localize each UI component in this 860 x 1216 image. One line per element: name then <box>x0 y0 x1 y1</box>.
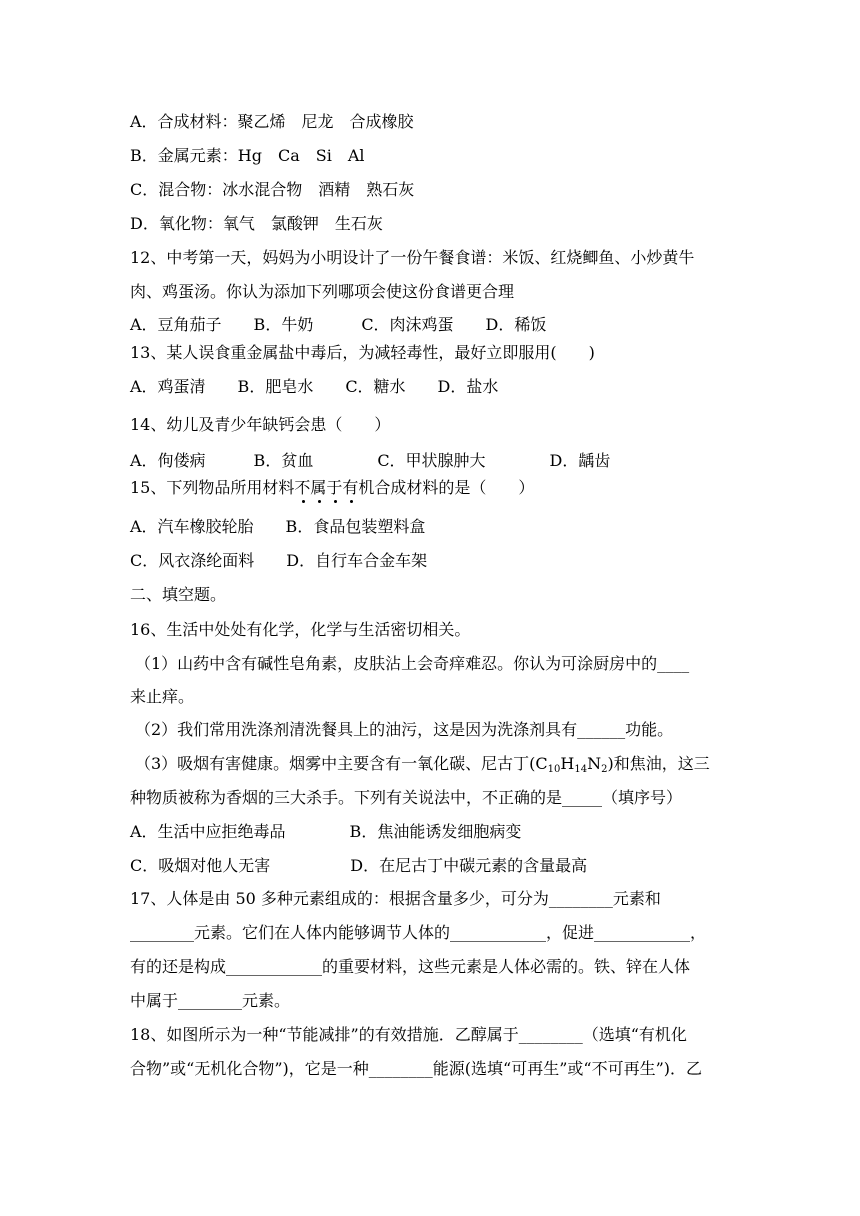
q16-options-cd: C．吸烟对他人无害 D．在尼古丁中碳元素的含量最高 <box>130 856 588 875</box>
q17-line-1: 17、人体是由 50 多种元素组成的：根据含量多少，可分为________元素和 <box>130 889 661 908</box>
q16-stem: 16、生活中处处有化学，化学与生活密切相关。 <box>130 620 471 639</box>
q14-stem: 14、幼儿及青少年缺钙会患（ ） <box>130 415 391 434</box>
q17-line-4: 中属于________元素。 <box>130 991 291 1010</box>
q16-part3-line-1: （3）吸烟有害健康。烟雾中主要含有一氧化碳、尼古丁$(C_{10}H_{14}N_2)$和焦油，这三 <box>135 754 710 775</box>
q13-stem: 13、某人误食重金属盐中毒后，为减轻毒性，最好立即服用( ) <box>130 343 595 362</box>
emphasis-dots <box>296 500 356 506</box>
q11-option-d: D．氧化物：氧气 氯酸钾 生石灰 <box>130 214 383 233</box>
q18-line-2: 合物”或“无机化合物”)，它是一种________能源(选填“可再生”或“不可再生”)．乙 <box>130 1059 702 1078</box>
q11-option-a: A．合成材料：聚乙烯 尼龙 合成橡胶 <box>130 112 414 131</box>
q12-stem-line-1: 12、中考第一天，妈妈为小明设计了一份午餐食谱：米饭、红烧鲫鱼、小炒黄牛 <box>130 248 695 267</box>
q15-stem: 15、下列物品所用材料不属于有机合成材料的是（ ） <box>130 478 535 497</box>
q15-options-cd: C．风衣涤纶面料 D．自行车合金车架 <box>130 551 428 570</box>
q16-part1-line-1: （1）山药中含有碱性皂角素，皮肤沾上会奇痒难忍。你认为可涂厨房中的____ <box>135 654 690 673</box>
q18-line-1: 18、如图所示为一种“节能减排”的有效措施．乙醇属于________（选填“有机化 <box>130 1025 687 1044</box>
q12-stem-line-2: 肉、鸡蛋汤。你认为添加下列哪项会使这份食谱更合理 <box>130 282 515 301</box>
q11-option-c: C．混合物：冰水混合物 酒精 熟石灰 <box>130 180 415 199</box>
q12-options: A．豆角茄子 B．牛奶 C．肉沫鸡蛋 D．稀饭 <box>130 315 547 334</box>
q15-options-ab: A．汽车橡胶轮胎 B．食品包装塑料盒 <box>130 517 426 536</box>
q16-part3-line-2: 种物质被称为香烟的三大杀手。下列有关说法中，不正确的是_____（填序号） <box>130 788 683 807</box>
q13-options: A．鸡蛋清 B．肥皂水 C．糖水 D．盐水 <box>130 377 499 396</box>
q17-line-3: 有的还是构成____________的重要材料，这些元素是人体必需的。铁、锌在人体 <box>130 957 691 976</box>
q11-option-b: B．金属元素：Hg Ca Si Al <box>130 146 365 165</box>
q16-part1-line-2: 来止痒。 <box>130 687 195 706</box>
q14-options: A．佝偻病 B．贫血 C．甲状腺肿大 D．龋齿 <box>130 451 611 470</box>
q16-part2: （2）我们常用洗涤剂清洗餐具上的油污，这是因为洗涤剂具有______功能。 <box>135 720 674 739</box>
section-heading-fill-in: 二、填空题。 <box>130 585 227 604</box>
q16-options-ab: A．生活中应拒绝毒品 B．焦油能诱发细胞病变 <box>130 822 522 841</box>
q17-line-2: ________元素。它们在人体内能够调节人体的____________，促进____________， <box>130 923 707 942</box>
